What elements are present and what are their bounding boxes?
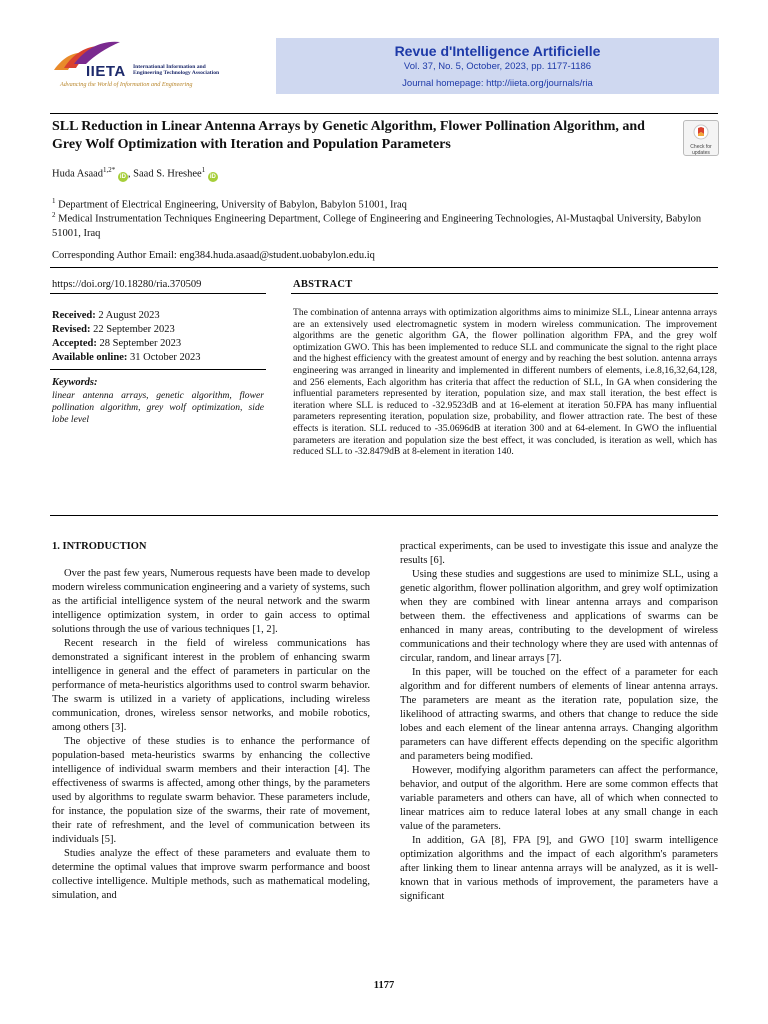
- abstract-bottom-divider: [50, 515, 718, 516]
- paper-title: SLL Reduction in Linear Antenna Arrays by Genetic Algorithm, Flower Pollination Algorithm, and Grey Wolf Optimization with Iteration and Population Parameters: [52, 119, 645, 152]
- body-column-left: [52, 540, 370, 903]
- author-affiliation-mark: 1,2*: [103, 166, 116, 174]
- author-list: [52, 166, 218, 182]
- dates-divider: [50, 369, 266, 370]
- journal-volume-info: Vol. 37, No. 5, October, 2023, pp. 1177-1186: [403, 61, 592, 72]
- affiliation-mark: 2: [52, 211, 56, 219]
- journal-name: Revue d'Intelligence Artificielle: [394, 43, 601, 59]
- date-online: Available online: 31 October 2023: [52, 352, 201, 363]
- journal-header-box: [276, 38, 719, 94]
- corresponding-author: Corresponding Author Email: eng384.huda.asaad@student.uobabylon.edu.iq: [52, 250, 375, 261]
- date-revised: Revised: 22 September 2023: [52, 324, 175, 335]
- body-paragraph: The objective of these studies is to enhance the performance of population-based meta-heuristics swarms by enhancing the collective intelligence of individual swarm members and their interaction [4]. The effectiveness of swarms is affected, among other things, by the parameters used by algorithms to regulate swarm behavior. These parameters include, for instance, the population size of the swarms, their rate of movement, their rate of refreshment, and the level of communication between its individuals [5].: [52, 736, 370, 845]
- abstract-divider: [291, 293, 718, 294]
- date-accepted: Accepted: 28 September 2023: [52, 338, 182, 349]
- body-column-right: [400, 540, 718, 904]
- article-dates: [52, 309, 201, 365]
- body-paragraph: In addition, GA [8], FPA [9], and GWO [10] swarm intelligence optimization algorithms and the impact of each algorithm's parameters after linking them to linear antenna arrays will be analyzed, as it is well-known that in various methods of improvement, the parameters have a significant: [400, 835, 718, 902]
- journal-homepage-link[interactable]: Journal homepage: http://iieta.org/journals/ria: [402, 78, 593, 89]
- body-paragraph: Over the past few years, Numerous requests have been made to develop modern wireless communication engineering and a variety of systems, such as the artificial intelligence system of the neural network and the swarm intelligence optimization system, in order to gain access to optimal solutions through the use of various techniques [1, 2].: [52, 568, 370, 635]
- body-paragraph: In this paper, will be touched on the effect of a parameter for each algorithm and for different numbers of elements of linear antenna arrays. The parameters are meant as the iteration rate, population size, the likelihood of attracting swarms, and others that change to reduce the side lobes and each element of the linear antenna arrays. Changing algorithm parameters can have different effects depending on the specific algorithm and parameters being modified.: [400, 667, 718, 762]
- page-number: 1177: [373, 980, 395, 991]
- check-updates-icon: [693, 124, 709, 140]
- date-received: Received: 2 August 2023: [52, 310, 160, 321]
- abstract-heading: ABSTRACT: [293, 279, 353, 290]
- check-for-updates-badge[interactable]: [683, 120, 719, 156]
- abstract-text: The combination of antenna arrays with optimization algorithms aims to minimize SLL, Linear antenna arrays are an extensively used electromagnetic system in modern wireless communication. The improvement algorithms are the genetic algorithm GA, the flower pollination algorithm FPA, and the grey wolf optimization GWO. This has been implemented to reduce SLL and communicate the signal to the right place and the highest efficiency with the greatest amount of energy and by reaching the best solution. antenna arrays engineering was arranged in linearity and implemented in different numbers of elements, i.e.8,16,32,64,128, and 256 elements, Each algorithm has criteria that affect the reduction of SLL, In GA when considering the influential parameters represented by iteration, population size, and max stall iteration, the best effect is iteration where SLL is reduced to -32.9523dB and at 16-element at iteration 50.FPA has many influential parameters representing iteration, population size, probability, and flower attraction rate. The best of these effects is iteration. SLL reduced to -35.0696dB at iteration 300 and at 64-element. In GWO the influential parameters are iteration and population size the best effect, it was concluded, is iteration as well, which has reduced SLL to -32.8479dB at 8-element in iteration 140.: [293, 307, 717, 458]
- author-affiliation-mark: 1: [201, 166, 206, 174]
- body-paragraph: However, modifying algorithm parameters can affect the performance, behavior, and output of the algorithm. Here are some common effects that variable parameters and others can have, all of which when connected to linear matrices aim to reduce lateral lobes at any small change in each value of the parameters.: [400, 765, 718, 832]
- body-paragraph-continued: practical experiments, can be used to investigate this issue and analyze the results [6].: [400, 541, 718, 566]
- keywords-label: Keywords:: [52, 377, 98, 388]
- check-label-line2: updates: [692, 149, 710, 156]
- header-divider: [50, 113, 718, 114]
- keywords-text: linear antenna arrays, genetic algorithm, flower pollination algorithm, grey wolf optimization, side lobe level: [52, 390, 264, 425]
- section-title: 1. INTRODUCTION: [52, 541, 147, 552]
- author-name: Huda Asaad: [52, 168, 104, 180]
- affiliation-mark: 1: [52, 197, 56, 205]
- title-divider: [50, 267, 718, 268]
- body-paragraph: Studies analyze the effect of these parameters and evaluate them to determine the optimal values that improve swarm performance and boost collective intelligence. Multiple methods, such as mathematical modeling, simulation, and: [52, 848, 370, 901]
- logo-org-name: International Information and Engineering Technology Association: [133, 64, 220, 77]
- body-paragraph: Using these studies and suggestions are used to minimize SLL, using a genetic algorithm, flower pollination algorithm, and grey wolf optimization when they are combined with linear antenna arrays and comparison between them. the effectiveness and applications of swarms can be enhanced in many areas, contributing to the development of wireless communications and their technology where they are used with antennas of circular, random, and linear arrays [7].: [400, 569, 718, 664]
- check-label-line1: Check for: [690, 144, 712, 150]
- affiliation-text: Medical Instrumentation Techniques Engineering Department, College of Engineering and Engineering Technologies, Al-Mustaqbal University, Babylon 51001, Iraq: [52, 213, 702, 239]
- orcid-icon[interactable]: iD: [209, 173, 216, 180]
- orcid-icon[interactable]: iD: [119, 173, 126, 180]
- affiliation-text: Department of Electrical Engineering, University of Babylon, Babylon 51001, Iraq: [58, 199, 407, 211]
- iieta-logo: [50, 40, 250, 92]
- author-name: Saad S. Hreshee: [133, 168, 202, 180]
- logo-tagline: Advancing the World of Information and Engineering: [60, 81, 193, 88]
- logo-wordmark: IIETA: [86, 63, 126, 80]
- doi-link[interactable]: https://doi.org/10.18280/ria.370509: [52, 279, 202, 290]
- author-separator: ,: [127, 168, 134, 180]
- affiliation-2: [52, 208, 712, 241]
- body-paragraph: Recent research in the field of wireless communications has demonstrated a significant interest in the problem of enhancing swarm intelligence in general and the effect of parameters in particular on the performance of meta-heuristics algorithms used to control swarm behavior. The swarm is utilized in a variety of applications, including wireless communication, drones, wireless sensor networks, and mobile robotics, among others [3].: [52, 638, 370, 733]
- doi-divider: [50, 293, 266, 294]
